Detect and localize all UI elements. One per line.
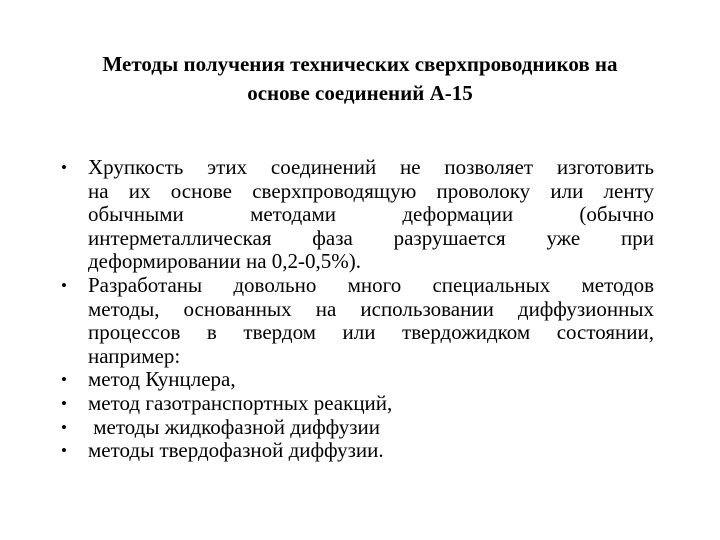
- bullet-dot: •: [61, 441, 67, 461]
- bullet-line: обычными методами деформации (обычно: [88, 202, 654, 227]
- bullet-line: методы, основанных на использовании диффузионных: [88, 296, 654, 321]
- bullet-dot: •: [61, 370, 67, 390]
- bullet-item-solid-phase-diffusion: [60, 439, 654, 463]
- bullet-line: Хрупкость этих соединений не позволяет изготовить: [88, 155, 654, 179]
- bullet-dot: •: [61, 393, 67, 413]
- bullet-line: процессов в твердом или твердожидком состоянии,: [88, 320, 654, 345]
- bullet-item-liquid-phase-diffusion: [60, 416, 654, 440]
- slide-title: [40, 50, 680, 108]
- bullet-item-kunzler-method: [60, 368, 654, 392]
- slide-title-line-1: Методы получения технических сверхпроводников на: [102, 52, 618, 76]
- bullet-line: деформировании на 0,2-0,5%).: [88, 249, 362, 274]
- bullet-line: например:: [88, 343, 181, 368]
- slide-title-line-2: основе соединений А-15: [247, 81, 473, 105]
- bullet-list: [60, 156, 654, 463]
- bullet-dot: •: [61, 275, 67, 295]
- bullet-item-special-methods: [60, 274, 654, 368]
- bullet-line: Разработаны довольно много специальных методов: [88, 272, 654, 297]
- bullet-line: метод Кунцлера,: [88, 367, 236, 392]
- bullet-dot: •: [61, 417, 67, 437]
- bullet-item-gas-transport-method: [60, 392, 654, 416]
- bullet-line: методы твердофазной диффузии.: [88, 438, 384, 463]
- bullet-line: методы жидкофазной диффузии: [88, 414, 380, 439]
- bullet-line: интерметаллическая фаза разрушается уже при: [88, 225, 654, 250]
- bullet-dot: •: [61, 158, 67, 177]
- bullet-line: на их основе сверхпроводящую проволоку или ленту: [88, 178, 654, 203]
- bullet-item-brittleness: [60, 156, 654, 274]
- bullet-line: метод газотранспортных реакций,: [88, 390, 393, 415]
